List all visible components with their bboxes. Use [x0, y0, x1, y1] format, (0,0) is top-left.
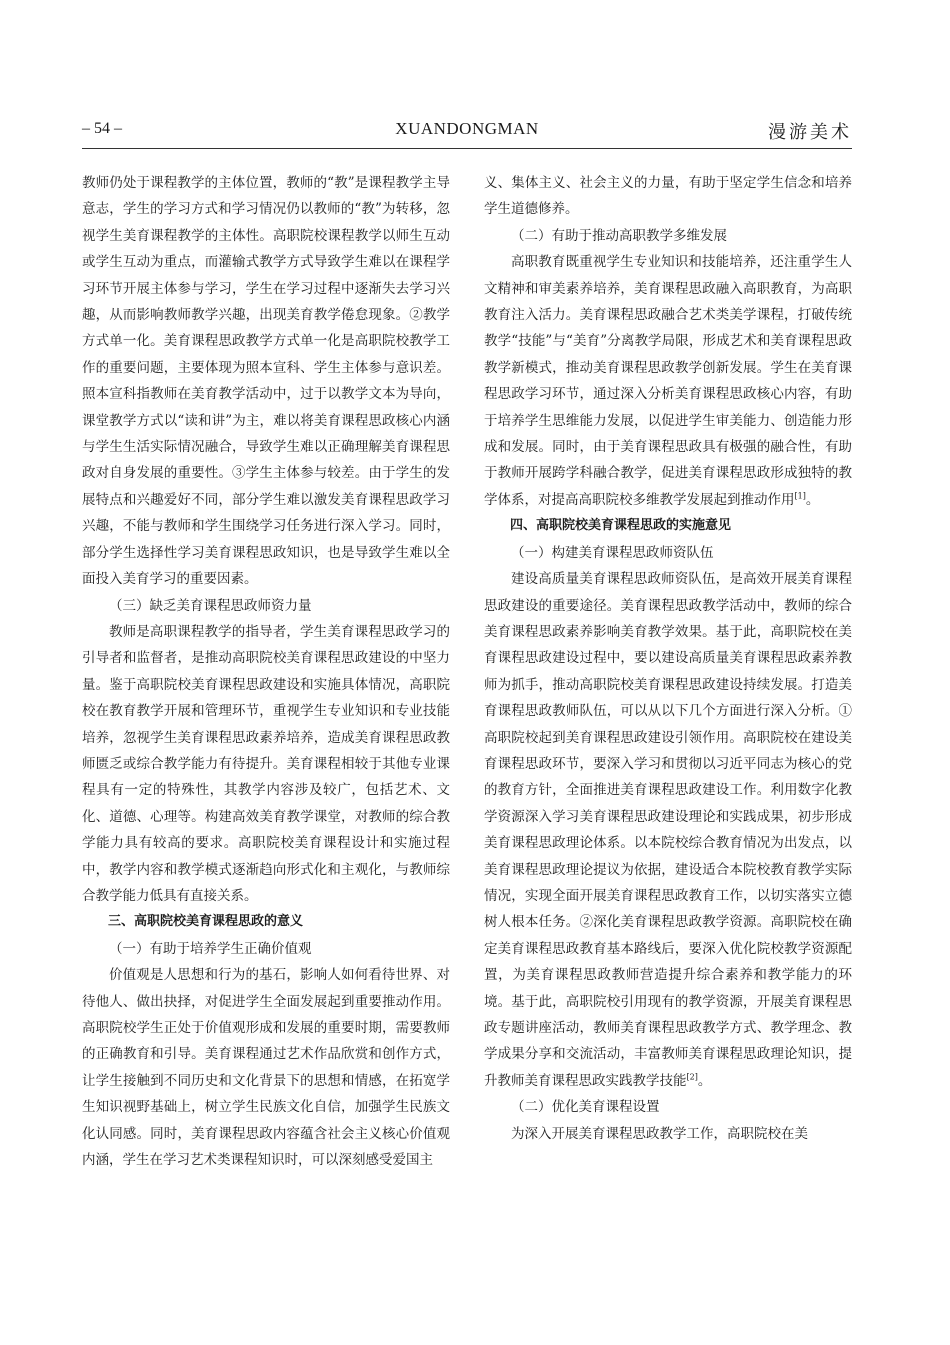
section-heading: 三、高职院校美育课程思政的意义 [108, 914, 304, 930]
paragraph: 教师仍处于课程教学的主体位置，教师的“教”是课程教学主导意志，学生的学习方式和学习情况仍以教师的“教”为转移，忽视学生美育课程教学的主体性。高职院校课程教学以师生互动或学生互动为重点，而灌输式教学方式导致学生难以在课程学习环节开展主体参与学习，学生在学习过程中逐渐失去学习兴趣，从而影响教师教学兴趣，出现美育教学倦怠现象。②教学方式单一化。美育课程思政教学方式单一化是高职院校教学工作的重要问题，主要体现为照本宣科、学生主体参与意识差。照本宣科指教师在美育教学活动中，过于以教学文本为导向，课堂教学方式以“读和讲”为主，难以将美育课程思政核心内涵与学生生活实际情况融合，导致学生难以正确理解美育课程思政对自身发展的重要性。③学生主体参与较差。由于学生的发展特点和兴趣爱好不同，部分学生难以激发美育课程思政学习兴趣，不能与教师和学生围绕学习任务进行深入学习。同时，部分学生选择性学习美育课程思政知识，也是导致学生难以全面投入美育学习的重要因素。 [82, 175, 450, 588]
section-heading: 四、高职院校美育课程思政的实施意见 [510, 518, 732, 534]
page-header [82, 118, 852, 142]
paragraph: 教师是高职课程教学的指导者，学生美育课程思政学习的引导者和监督者，是推动高职院校美育课程思政建设的中坚力量。鉴于高职院校美育课程思政建设和实施具体情况，高职院校在教育教学开展和管理环节，重视学生专业知识和专业技能培养，忽视学生美育课程思政素养培养，造成美育课程思政教师匮乏或综合教学能力有待提升。美育课程相较于其他专业课程具有一定的特殊性，其教学内容涉及较广，包括艺术、文化、道德、心理等。构建高效美育教学课堂，对教师的综合教学能力具有较高的要求。高职院校美育课程设计和实施过程中，教学内容和教学模式逐渐趋向形式化和主观化，与教师综合教学能力低具有直接关系。 [82, 623, 450, 904]
header-rule [82, 148, 852, 149]
paragraph [484, 249, 852, 513]
right-column [484, 170, 852, 1147]
paragraph [484, 566, 852, 1094]
subheading: （三）缺乏美育课程思政师资力量 [109, 597, 312, 614]
left-column [82, 170, 450, 1173]
subheading: （二）有助于推动高职教学多维发展 [511, 227, 727, 244]
paragraph-text: 高职教育既重视学生专业知识和技能培养，还注重学生人文精神和审美素养培养，美育课程思政融入高职教育，为高职教育注入活力。美育课程思政融合艺术类美学课程，打破传统教学“技能”与“美育”分离教学局限，形成艺术和美育课程思政教学新模式，推动美育课程思政教学创新发展。学生在美育课程思政学习环节，通过深入分析美育课程思政核心内容，有助于培养学生思维能力发展，以促进学生审美能力、创造能力形成和发展。同时，由于美育课程思政具有极强的融合性，有助于教师开展跨学科融合教学，促进美育课程思政形成独特的教学体系，对提高高职院校多维教学发展起到推动作用 [484, 254, 852, 508]
paragraph-end: 。 [805, 491, 820, 508]
paragraph-text: 建设高质量美育课程思政师资队伍，是高效开展美育课程思政建设的重要途径。美育课程思政教学活动中，教师的综合美育课程思政素养影响美育教学效果。基于此，高职院校在美育课程思政建设过程中，要以建设高质量美育课程思政素养教师为抓手，推动高职院校美育课程思政建设持续发展。打造美育课程思政教师队伍，可以从以下几个方面进行深入分析。①高职院校起到美育课程思政建设引领作用。高职院校在建设美育课程思政环节，要深入学习和贯彻以习近平同志为核心的党的教育方针，全面推进美育课程思政建设工作。利用数字化教学资源深入学习美育课程思政建设理论和实践成果，初步形成美育课程思政理论体系。以本院校综合教育情况为出发点，以美育课程思政理论提议为依据，建设适合本院校教育教学实际情况，实现全面开展美育课程思政教育工作，以切实落实立德树人根本任务。②深化美育课程思政教学资源。高职院校在确定美育课程思政教育基本路线后，要深入优化院校教学资源配置，为美育课程思政教师营造提升综合素养和教学能力的环境。基于此，高职院校引用现有的教学资源，开展美育课程思政专题讲座活动，教师美育课程思政教学方式、教学理念、教学成果分享和交流活动，丰富教师美育课程思政理论知识，提升教师美育课程思政实践教学技能 [484, 571, 852, 1089]
subheading: （一）构建美育课程思政师资队伍 [511, 544, 714, 561]
journal-title: XUANDONGMAN [395, 119, 539, 138]
section-name: 漫游美术 [768, 122, 852, 143]
citation-ref: [1] [794, 491, 806, 501]
page-number: – 54 – [82, 120, 122, 137]
citation-ref: [2] [686, 1072, 698, 1082]
subheading: （二）优化美育课程设置 [511, 1099, 660, 1116]
paragraph: 价值观是人思想和行为的基石，影响人如何看待世界、对待他人、做出抉择，对促进学生全面发展起到重要推动作用。高职院校学生正处于价值观形成和发展的重要时期，需要教师的正确教育和引导。美育课程通过艺术作品欣赏和创作方式，让学生接触到不同历史和文化背景下的思想和情感，在拓宽学生知识视野基础上，树立学生民族文化自信，加强学生民族文化认同感。同时，美育课程思政内容蕴含社会主义核心价值观内涵，学生在学习艺术类课程知识时，可以深刻感受爱国主 [82, 967, 450, 1169]
subheading: （一）有助于培养学生正确价值观 [109, 940, 312, 957]
paragraph: 为深入开展美育课程思政教学工作，高职院校在美 [511, 1125, 808, 1142]
paragraph-end: 。 [697, 1072, 712, 1089]
paragraph: 义、集体主义、社会主义的力量，有助于坚定学生信念和培养学生道德修养。 [484, 175, 852, 218]
